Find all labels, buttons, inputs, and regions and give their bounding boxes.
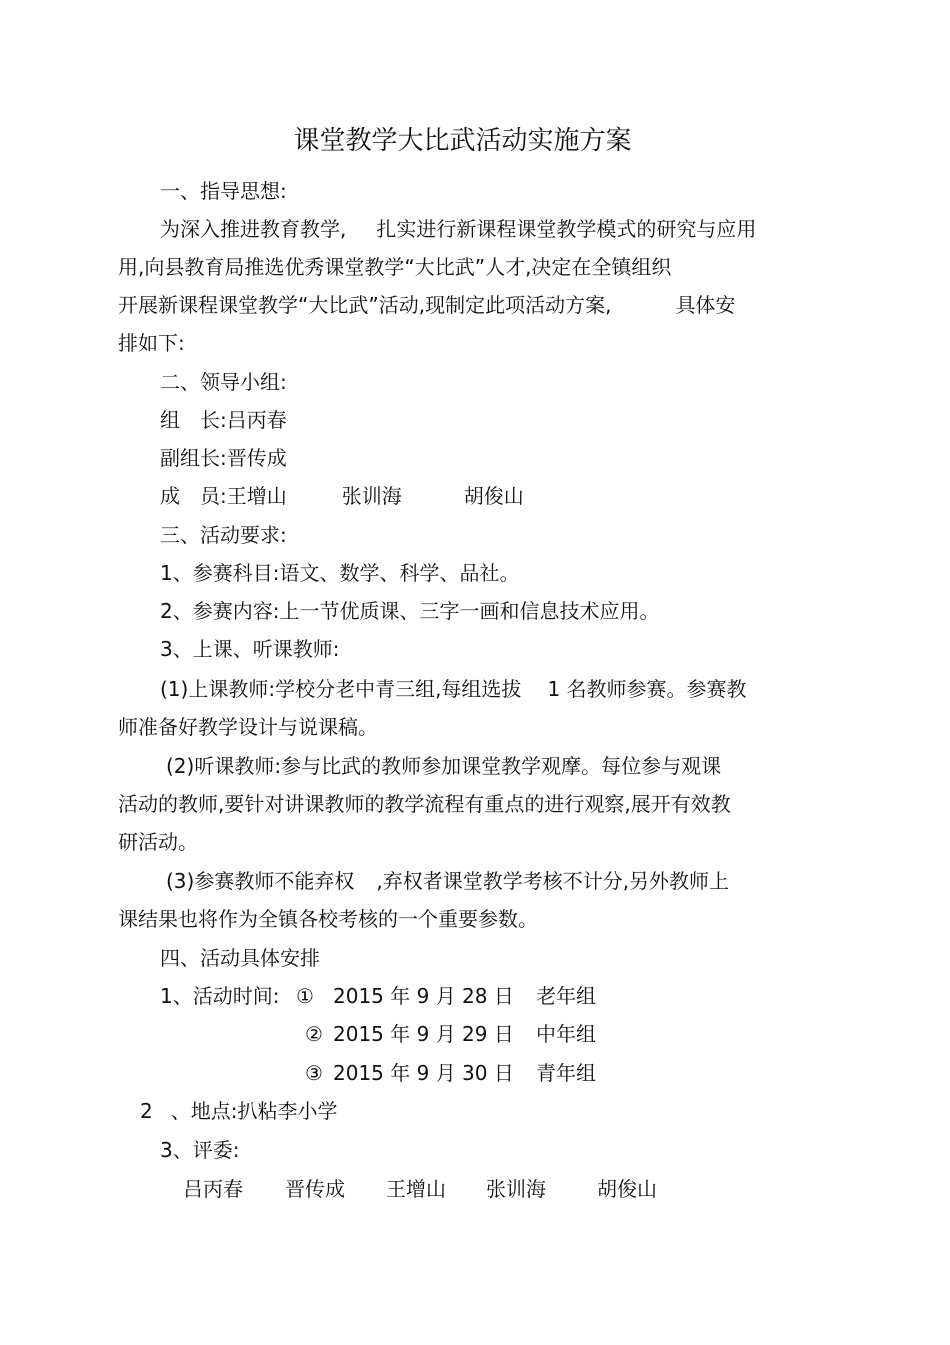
section-1-heading: 一、指导思想: xyxy=(160,179,287,203)
section-3-heading: 三、活动要求: xyxy=(160,523,287,547)
deputy-label: 副组长: xyxy=(160,446,227,470)
teacher-rule-3 xyxy=(166,868,729,894)
schedule-mark: ③ xyxy=(305,1061,323,1085)
section-4-heading: 四、活动具体安排 xyxy=(160,946,320,970)
judge-name: 张训海 xyxy=(486,1177,546,1201)
rule-text: 1 名教师参赛。参赛教 xyxy=(547,677,747,701)
s1-text: 具体安 xyxy=(675,293,736,317)
s1-line-2: 用,向县教育局推选优秀课堂教学“大比武”人才,决定在全镇组织 xyxy=(118,255,672,279)
schedule-date: 2015 年 9 月 29 日 xyxy=(333,1022,514,1046)
rule-text: (1)上课教师:学校分老中青三组,每组选拔 xyxy=(160,677,522,701)
judge-name: 吕丙春 xyxy=(183,1177,243,1201)
schedule-date: 2015 年 9 月 30 日 xyxy=(333,1061,514,1085)
teacher-rule-1 xyxy=(160,676,747,702)
document-title: 课堂教学大比武活动实施方案 xyxy=(293,126,632,156)
section-2-heading: 二、领导小组: xyxy=(160,370,287,394)
s1-line-3 xyxy=(118,292,735,318)
schedule-group: 青年组 xyxy=(536,1061,596,1085)
judge-name: 晋传成 xyxy=(285,1177,345,1201)
teacher-rule-2-end: 研活动。 xyxy=(118,830,198,854)
teacher-rule-3-cont: 课结果也将作为全镇各校考核的一个重要参数。 xyxy=(118,907,538,931)
teacher-rule-2: (2)听课教师:参与比武的教师参加课堂教学观摩。每位参与观课 xyxy=(166,754,722,778)
s1-text: 扎实进行新课程课堂教学模式的研究与应用 xyxy=(376,217,757,241)
s1-line-4: 排如下: xyxy=(118,331,185,355)
judge-name: 王增山 xyxy=(386,1177,446,1201)
requirement-3: 3、上课、听课教师: xyxy=(160,637,340,661)
member-name: 张训海 xyxy=(341,484,402,508)
members-line xyxy=(160,483,524,509)
place-line xyxy=(140,1098,337,1124)
schedule-mark: ② xyxy=(305,1022,323,1046)
teacher-rule-1-cont: 师准备好教学设计与说课稿。 xyxy=(118,715,378,739)
leader-line xyxy=(160,407,287,433)
place-number: 2 xyxy=(140,1099,153,1123)
members-label: 成 员: xyxy=(160,484,227,508)
teacher-rule-2-cont: 活动的教师,要针对讲课教师的教学流程有重点的进行观察,展开有效教 xyxy=(118,792,731,816)
s1-text: 为深入推进教育教学, xyxy=(160,217,347,241)
leader-label: 组 长: xyxy=(160,408,227,432)
schedule-group: 老年组 xyxy=(536,984,596,1008)
schedule-mark: ① xyxy=(296,984,314,1008)
member-name: 胡俊山 xyxy=(463,484,524,508)
s1-line-1 xyxy=(160,216,756,242)
activity-time-label: 1、活动时间: xyxy=(160,984,280,1008)
schedule-group: 中年组 xyxy=(536,1022,596,1046)
leader-name: 吕丙春 xyxy=(226,408,287,432)
member-name: 王增山 xyxy=(226,484,287,508)
s1-text: 开展新课程课堂教学“大比武”活动,现制定此项活动方案, xyxy=(118,293,612,317)
rule-text: ,弃权者课堂教学考核不计分,另外教师上 xyxy=(376,869,730,893)
deputy-name: 晋传成 xyxy=(226,446,287,470)
place-text: 、地点:扒粘李小学 xyxy=(170,1099,338,1123)
rule-text: (3)参赛教师不能弃权 xyxy=(166,869,355,893)
requirement-2: 2、参赛内容:上一节优质课、三字一画和信息技术应用。 xyxy=(160,599,660,623)
judge-name: 胡俊山 xyxy=(597,1177,657,1201)
schedule-date: 2015 年 9 月 28 日 xyxy=(333,984,514,1008)
judges-label: 3、评委: xyxy=(160,1138,240,1162)
requirement-1: 1、参赛科目:语文、数学、科学、品社。 xyxy=(160,561,520,585)
deputy-line xyxy=(160,445,287,471)
